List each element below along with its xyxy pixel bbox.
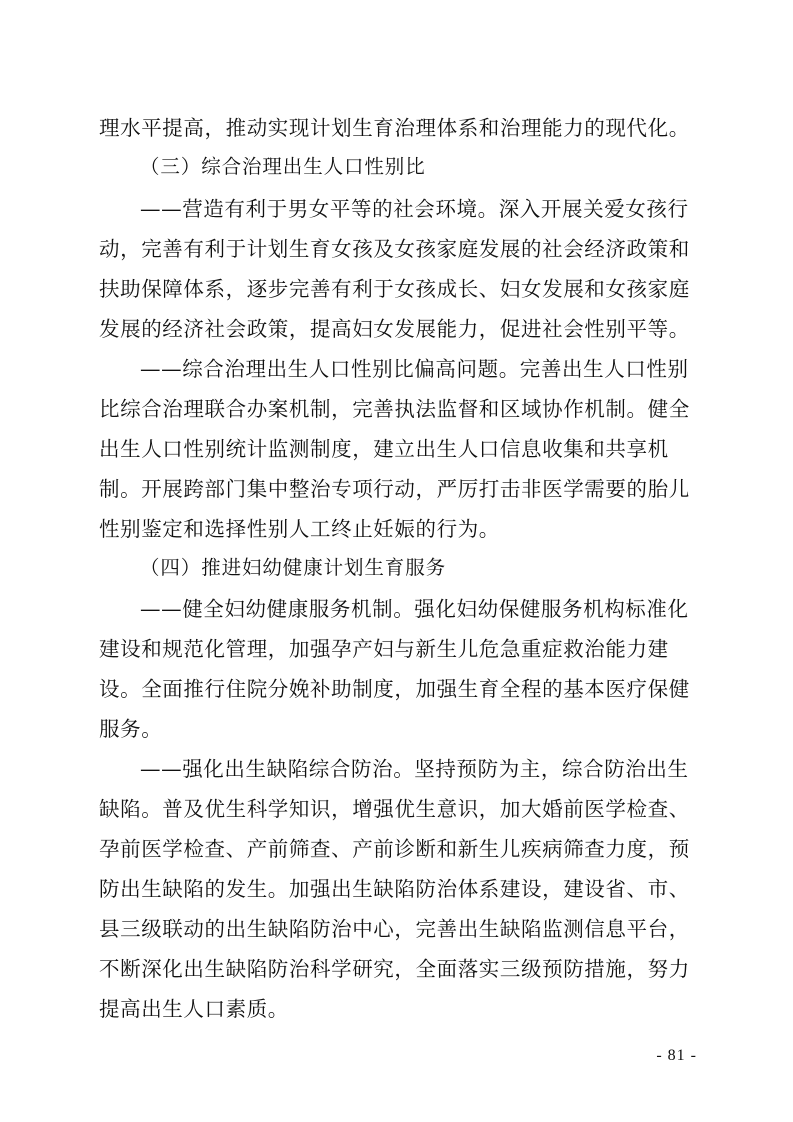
text-line: 不断深化出生缺陷防治科学研究，全面落实三级预防措施，努力 [99,957,690,981]
text-line: ——营造有利于男女平等的社会环境。深入开展关爱女孩行 [140,197,689,221]
text-line: ——健全妇幼健康服务机制。强化妇幼保健服务机构标准化 [140,597,689,621]
text-line: 动，完善有利于计划生育女孩及女孩家庭发展的社会经济政策和 [99,237,690,261]
text-line: 建设和规范化管理，加强孕产妇与新生儿危急重症救治能力建 [99,637,669,661]
text-line: 比综合治理联合办案机制，完善执法监督和区域协作机制。健全 [99,397,690,421]
section-heading: （四）推进妇幼健康计划生育服务 [140,556,447,579]
text-line: 提高出生人口素质。 [99,997,289,1021]
text-line: 扶助保障体系，逐步完善有利于女孩成长、妇女发展和女孩家庭 [99,277,690,301]
text-line: 孕前医学检查、产前筛查、产前诊断和新生儿疾病筛查力度，预 [99,837,690,861]
page-number: - 81 - [656,1047,697,1064]
text-line: 服务。 [99,717,163,741]
text-line: 理水平提高，推动实现计划生育治理体系和治理能力的现代化。 [99,116,690,140]
text-line: 缺陷。普及优生科学知识，增强优生意识，加大婚前医学检查、 [99,797,690,821]
text-line: 发展的经济社会政策，提高妇女发展能力，促进社会性别平等。 [99,317,690,341]
text-line: 防出生缺陷的发生。加强出生缺陷防治体系建设，建设省、市、 [99,877,690,901]
text-line: ——强化出生缺陷综合防治。坚持预防为主，综合防治出生 [140,757,689,781]
text-line: 制。开展跨部门集中整治专项行动，严厉打击非医学需要的胎儿 [99,477,690,501]
section-heading: （三）综合治理出生人口性别比 [140,155,426,178]
text-line: 县三级联动的出生缺陷防治中心，完善出生缺陷监测信息平台， [99,917,690,941]
text-line: ——综合治理出生人口性别比偏高问题。完善出生人口性别 [140,357,689,381]
text-line: 性别鉴定和选择性别人工终止妊娠的行为。 [99,517,500,541]
text-line: 设。全面推行住院分娩补助制度，加强生育全程的基本医疗保健 [99,677,690,701]
text-line: 出生人口性别统计监测制度，建立出生人口信息收集和共享机 [99,437,669,461]
